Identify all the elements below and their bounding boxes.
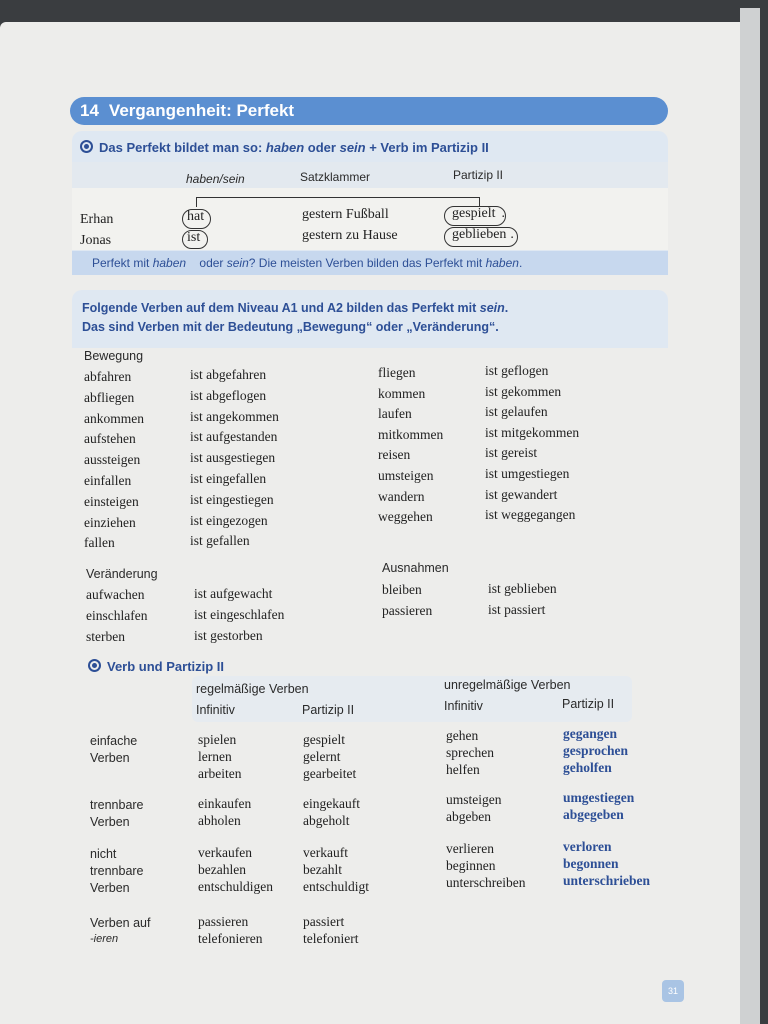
group-label: einfache: [90, 734, 138, 748]
verb-perfekt: ist gefallen: [190, 533, 250, 549]
regular-infinitive: einkaufen: [198, 796, 252, 811]
regular-infinitive: spielen: [198, 732, 237, 747]
irregular-partizip: begonnen: [563, 856, 619, 871]
col-haben-sein: haben/sein: [186, 172, 245, 186]
satzklammer-bracket: [196, 197, 480, 207]
verb-perfekt: ist weggegangen: [485, 507, 576, 523]
col-infinitiv-irregular: Infinitiv: [444, 699, 483, 713]
chapter-title-bar: [70, 97, 668, 125]
irregular-infinitive: umsteigen: [446, 792, 502, 807]
verb-infinitive: bleiben: [382, 582, 422, 597]
group-label: trennbare: [90, 864, 144, 878]
col-partizip-regular: Partizip II: [302, 703, 355, 717]
verb-infinitive: passieren: [382, 602, 433, 618]
col-partizip-irregular: Partizip II: [562, 697, 615, 711]
verb-infinitive: wandern: [378, 488, 425, 504]
group-label: Verben: [90, 815, 130, 829]
verb-perfekt: ist abgeflogen: [190, 387, 267, 403]
irregular-infinitive: gehen: [446, 728, 479, 743]
verb-perfekt: ist geblieben: [488, 581, 557, 596]
regular-partizip: gelernt: [303, 749, 341, 764]
verb-partizip-heading: Verb und Partizip II: [88, 659, 224, 674]
regular-infinitive: arbeiten: [198, 766, 242, 781]
irregular-partizip: umgestiegen: [563, 790, 635, 805]
verb-infinitive: aufwachen: [86, 587, 145, 602]
book-edge: [740, 8, 760, 1024]
verb-infinitive: einsteigen: [84, 493, 139, 509]
verb-perfekt: ist eingezogen: [190, 512, 268, 528]
verb-infinitive: einschlafen: [86, 608, 148, 623]
group-label: nicht: [90, 847, 117, 861]
group-label: -ieren: [90, 933, 119, 945]
regular-infinitive: abholen: [198, 813, 241, 828]
verb-perfekt: ist geflogen: [485, 363, 549, 378]
irregular-partizip: unterschrieben: [563, 873, 650, 888]
verb-perfekt: ist ausgestiegen: [190, 450, 276, 466]
irregular-infinitive: beginnen: [446, 858, 496, 873]
verb-infinitive: abfahren: [84, 369, 132, 384]
group-label: Verben auf: [90, 916, 151, 930]
bewegung-heading: Bewegung: [84, 349, 144, 363]
irregular-partizip: gesprochen: [563, 743, 629, 758]
verb-perfekt: ist eingestiegen: [190, 491, 274, 507]
regular-infinitive: verkaufen: [198, 845, 252, 860]
verb-perfekt: ist gewandert: [485, 486, 558, 502]
verb-infinitive: abfliegen: [84, 389, 135, 405]
group-label: Verben: [90, 881, 130, 895]
verb-infinitive: einfallen: [84, 473, 132, 488]
irregular-partizip: geholfen: [563, 760, 612, 775]
verb-perfekt: ist mitgekommen: [485, 424, 580, 440]
ausnahmen-heading: Ausnahmen: [382, 561, 449, 575]
regular-partizip: passiert: [303, 914, 345, 929]
verb-infinitive: sterben: [86, 629, 125, 644]
irregular-infinitive: unterschreiben: [446, 875, 526, 890]
irregular-infinitive: abgeben: [446, 809, 491, 824]
verb-infinitive: einziehen: [84, 514, 136, 530]
verb-perfekt: ist abgefahren: [190, 367, 267, 382]
irregular-infinitive: sprechen: [446, 745, 494, 760]
regular-infinitive: passieren: [198, 914, 249, 929]
middle-erhan: gestern Fußball: [302, 207, 389, 222]
verb-perfekt: ist gestorben: [194, 628, 263, 643]
regular-partizip: abgeholt: [303, 813, 350, 828]
irregular-partizip: verloren: [563, 839, 612, 854]
verb-perfekt: ist angekommen: [190, 408, 279, 424]
sein-intro-line1: Folgende Verben auf dem Niveau A1 und A2 bilden das Perfekt mit sein.: [82, 301, 509, 315]
col-satzklammer: Satzklammer: [300, 170, 371, 184]
verb-perfekt: ist gekommen: [485, 383, 562, 399]
irregular-partizip: abgegeben: [563, 807, 624, 822]
intro-heading: Das Perfekt bildet man so: haben oder sein + Verb im Partizip II: [80, 140, 489, 155]
verb-perfekt: ist passiert: [488, 601, 546, 617]
irregular-heading: unregelmäßige Verben: [444, 678, 571, 692]
aux-ist: ist: [187, 230, 201, 245]
irregular-infinitive: verlieren: [446, 841, 494, 856]
verb-perfekt: ist eingefallen: [190, 471, 267, 486]
regular-partizip: gespielt: [303, 732, 345, 747]
verb-perfekt: ist eingeschlafen: [194, 607, 285, 622]
col-partizip: Partizip II: [453, 168, 504, 182]
verb-infinitive: ankommen: [84, 410, 144, 426]
regular-infinitive: bezahlen: [198, 862, 246, 877]
regular-partizip: telefoniert: [303, 931, 359, 946]
regular-heading: regelmäßige Verben: [196, 682, 309, 696]
verb-infinitive: aussteigen: [84, 452, 141, 468]
irregular-partizip: gegangen: [563, 726, 617, 741]
regular-infinitive: telefonieren: [198, 931, 263, 946]
verb-infinitive: laufen: [378, 406, 412, 422]
verb-infinitive: reisen: [378, 447, 411, 463]
verb-infinitive: weggehen: [378, 509, 433, 525]
verb-perfekt: ist umgestiegen: [485, 466, 570, 481]
verb-perfekt: ist gelaufen: [485, 404, 548, 420]
verb-infinitive: fliegen: [378, 365, 416, 380]
tip-text: Perfekt mit haben oder sein? Die meisten Verben bilden das Perfekt mit haben.: [92, 256, 523, 270]
regular-partizip: verkauft: [303, 845, 348, 860]
partizip-gespielt: gespielt .: [452, 206, 506, 221]
middle-jonas: gestern zu Hause: [302, 228, 398, 243]
verb-infinitive: umsteigen: [378, 468, 434, 483]
regular-infinitive: entschuldigen: [198, 879, 273, 894]
verb-infinitive: mitkommen: [378, 426, 444, 442]
group-label: trennbare: [90, 798, 144, 812]
verb-infinitive: fallen: [84, 535, 115, 551]
verb-perfekt: ist aufgestanden: [190, 429, 278, 445]
regular-partizip: gearbeitet: [303, 766, 357, 781]
aux-hat: hat: [187, 209, 205, 224]
sein-verbs-panel: [72, 290, 668, 348]
row-name-jonas: Jonas: [80, 233, 112, 248]
page-number: 31: [662, 980, 684, 1002]
verb-infinitive: aufstehen: [84, 431, 136, 447]
partizip-geblieben: geblieben .: [452, 227, 514, 242]
veraenderung-heading: Veränderung: [86, 567, 158, 581]
col-infinitiv-regular: Infinitiv: [196, 703, 235, 717]
row-name-erhan: Erhan: [80, 212, 114, 227]
regular-partizip: eingekauft: [303, 796, 360, 811]
regular-partizip: entschuldigt: [303, 879, 369, 894]
regular-infinitive: lernen: [198, 749, 232, 764]
group-label: Verben: [90, 751, 130, 765]
verb-infinitive: kommen: [378, 385, 426, 401]
irregular-infinitive: helfen: [446, 762, 480, 777]
regular-partizip: bezahlt: [303, 862, 342, 877]
chapter-title: Vergangenheit: Perfekt: [108, 101, 295, 120]
chapter-number: 14: [80, 101, 99, 120]
target-bullet-icon: [88, 659, 101, 672]
verb-perfekt: ist aufgewacht: [194, 586, 273, 601]
sein-intro-line2: Das sind Verben mit der Bedeutung „Bewegung“ oder „Veränderung“.: [82, 320, 499, 334]
target-bullet-icon: [80, 140, 93, 153]
verb-perfekt: ist gereist: [485, 445, 538, 461]
tip-bar: [72, 251, 668, 275]
